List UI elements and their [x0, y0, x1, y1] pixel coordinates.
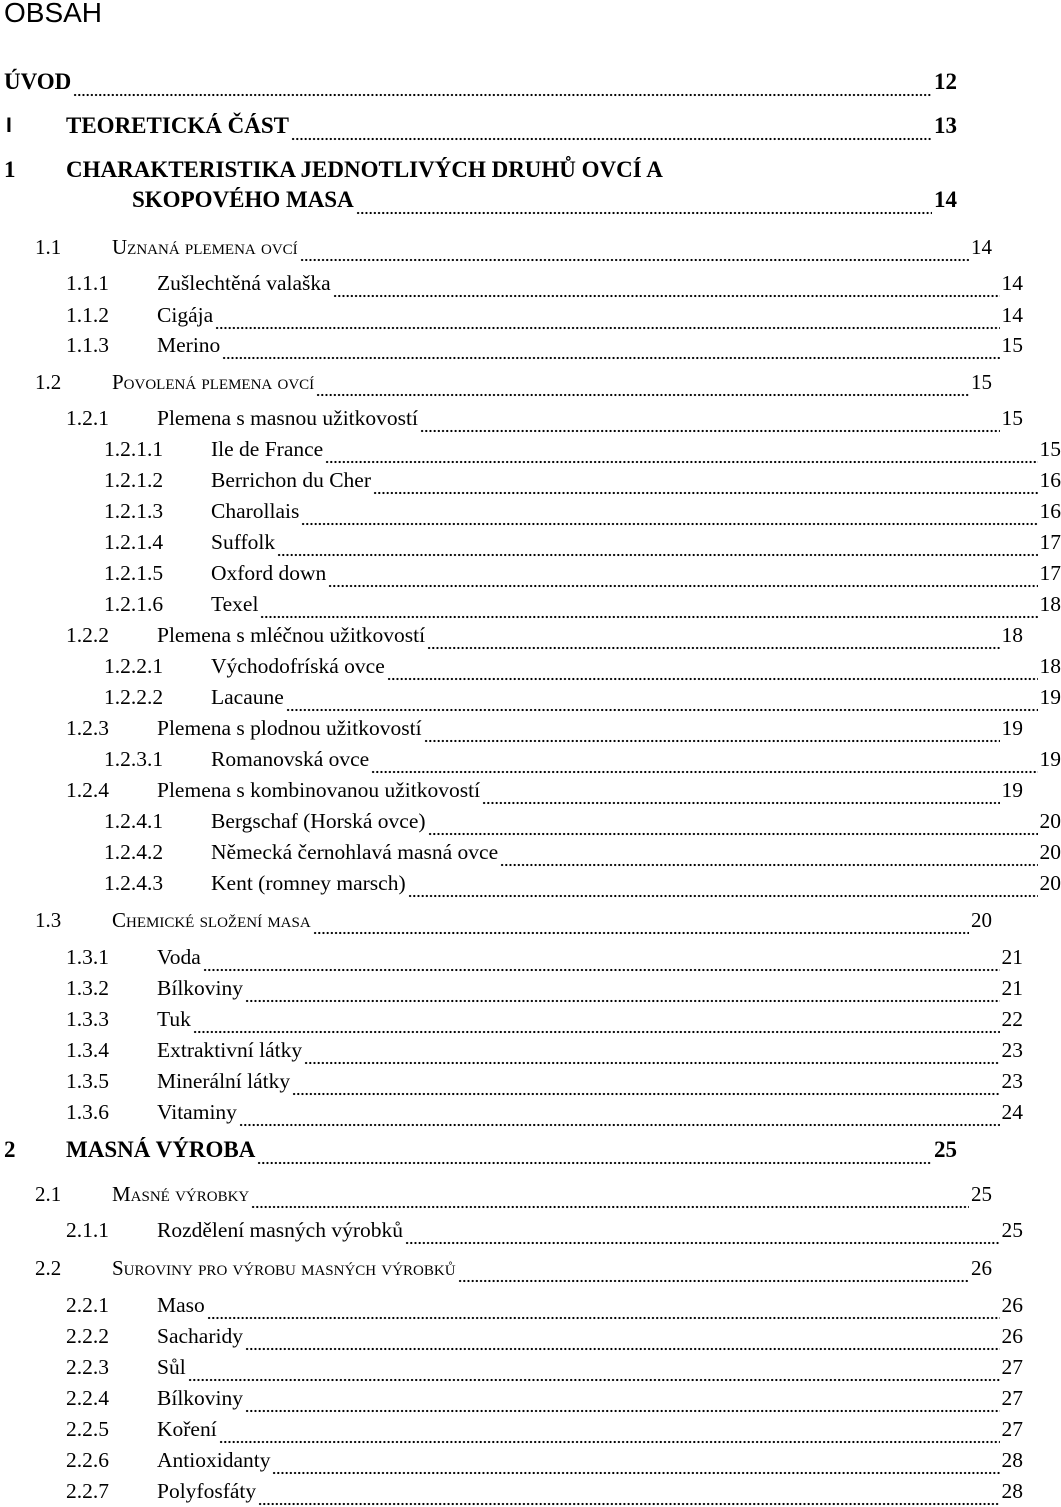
- toc-entry-2-1-1[interactable]: [0, 1215, 1023, 1245]
- toc-entry-chapter-1[interactable]: [0, 155, 957, 215]
- toc-leader-dots: [251, 1188, 969, 1209]
- toc-page-number: 18: [1039, 653, 1061, 678]
- toc-entry-number: 1.2.1.5: [104, 560, 164, 585]
- toc-entry-text: Suffolk: [211, 529, 276, 554]
- toc-page-number: 27: [1001, 1354, 1023, 1379]
- toc-entry-number: 1.1.2: [66, 302, 109, 327]
- toc-entry-2-2-5[interactable]: [0, 1414, 1023, 1444]
- toc-page-number: 27: [1001, 1385, 1023, 1410]
- toc-page-number: 23: [1001, 1068, 1023, 1093]
- toc-entry-number: 1.3.2: [66, 975, 109, 1000]
- toc-entry-text: Charollais: [211, 498, 300, 523]
- toc-entry-number: 1.3.4: [66, 1037, 109, 1062]
- toc-page-number: 20: [1039, 839, 1061, 864]
- toc-page-number: 22: [1001, 1006, 1023, 1031]
- toc-entry-number: 2.1: [35, 1181, 62, 1206]
- toc-entry-text: MASNÁ VÝROBA: [66, 1137, 256, 1162]
- toc-leader-dots: [245, 1392, 999, 1413]
- toc-entry-text: Merino: [157, 332, 221, 357]
- toc-entry-number: 1.1: [35, 234, 62, 259]
- toc-entry-2-2-1[interactable]: [0, 1290, 1023, 1320]
- toc-leader-dots: [245, 1330, 1000, 1351]
- toc-entry-1-3-4[interactable]: [0, 1035, 1023, 1065]
- toc-entry-text: Tuk: [157, 1006, 191, 1031]
- toc-page-number: 26: [971, 1255, 992, 1280]
- toc-leader-dots: [333, 277, 1000, 298]
- toc-leader-dots: [207, 1299, 1000, 1320]
- toc-entry-part-1[interactable]: [0, 111, 957, 141]
- toc-entry-2-2-6[interactable]: [0, 1445, 1023, 1475]
- toc-entry-text: TEORETICKÁ ČÁST: [66, 113, 290, 138]
- toc-entry-1-3[interactable]: [0, 905, 992, 935]
- toc-entry-text: Východofríská ovce: [211, 653, 385, 678]
- toc-entry-2-2-2[interactable]: [0, 1321, 1023, 1351]
- toc-page-number: 15: [1001, 405, 1023, 430]
- toc-page-number: 20: [1039, 870, 1061, 895]
- toc-entry-number: 1.1.3: [66, 332, 109, 357]
- toc-entry-1-2-2-1[interactable]: [0, 651, 1061, 681]
- toc-page-number: 13: [934, 113, 957, 138]
- toc-entry-number: 2.2.3: [66, 1354, 109, 1379]
- toc-entry-text: Vitaminy: [157, 1099, 237, 1124]
- toc-page-number: 19: [1001, 715, 1023, 740]
- toc-entry-1-2-1-4[interactable]: [0, 527, 1061, 557]
- toc-entry-1-1-1[interactable]: [0, 268, 1023, 298]
- toc-entry-uvod[interactable]: [0, 67, 957, 97]
- toc-entry-number: 1.2.1.4: [104, 529, 164, 554]
- toc-entry-text: Zušlechtěná valaška: [157, 270, 331, 295]
- toc-page-number: 19: [1001, 777, 1023, 802]
- toc-leader-dots: [424, 722, 1000, 743]
- toc-leader-dots: [316, 376, 969, 397]
- toc-leader-dots: [500, 846, 1037, 867]
- toc-entry-text: Oxford down: [211, 560, 327, 585]
- toc-entry-text-line2: SKOPOVÉHO MASA: [132, 187, 354, 212]
- toc-page-number: 16: [1039, 498, 1061, 523]
- toc-page-number: 14: [934, 187, 957, 212]
- toc-leader-dots: [304, 1044, 999, 1065]
- toc-entry-1-2-3[interactable]: [0, 713, 1023, 743]
- toc-entry-number: 2.2.6: [66, 1447, 109, 1472]
- toc-entry-number: 1.2.1.2: [104, 467, 164, 492]
- toc-entry-number: 2.1.1: [66, 1217, 109, 1242]
- toc-leader-dots: [292, 1075, 999, 1096]
- toc-entry-1-2-4-1[interactable]: [0, 806, 1061, 836]
- toc-leader-dots: [286, 691, 1038, 712]
- toc-entry-number: 1.2: [35, 369, 62, 394]
- toc-entry-number: 1.2.1.6: [104, 591, 164, 616]
- toc-entry-text: Plemena s masnou užitkovostí: [157, 405, 418, 430]
- toc-entry-text: Cigája: [157, 302, 214, 327]
- toc-entry-1-3-1[interactable]: [0, 942, 1023, 972]
- toc-leader-dots: [427, 629, 999, 650]
- toc-entry-number: 1.3.1: [66, 944, 109, 969]
- toc-entry-text: Lacaune: [211, 684, 284, 709]
- toc-leader-dots: [239, 1106, 1000, 1127]
- toc-leader-dots: [325, 443, 1037, 464]
- toc-entry-number: 1.2.3: [66, 715, 109, 740]
- toc-entry-text: Polyfosfáty: [157, 1478, 257, 1503]
- toc-entry-2-2-3[interactable]: [0, 1352, 1023, 1382]
- toc-page-number: 17: [1039, 529, 1061, 554]
- toc-entry-text: Povolená plemena ovcí: [112, 369, 315, 394]
- toc-entry-1-2-1-3[interactable]: [0, 496, 1061, 526]
- toc-entry-text: Sůl: [157, 1354, 186, 1379]
- toc-leader-dots: [203, 951, 1000, 972]
- toc-entry-number: 1.1.1: [66, 270, 109, 295]
- toc-entry-1-1[interactable]: [0, 232, 992, 262]
- toc-entry-text: Antioxidanty: [157, 1447, 271, 1472]
- toc-page-number: 25: [971, 1181, 992, 1206]
- toc-entry-text: Rozdělení masných výrobků: [157, 1217, 404, 1242]
- toc-entry-2-2[interactable]: [0, 1253, 992, 1283]
- toc-title: OBSAH: [4, 0, 103, 28]
- toc-entry-text: Minerální látky: [157, 1068, 291, 1093]
- toc-leader-dots: [272, 1454, 999, 1475]
- toc-page-number: 28: [1001, 1447, 1023, 1472]
- toc-leader-dots: [219, 1423, 1000, 1444]
- toc-entry-text: Plemena s plodnou užitkovostí: [157, 715, 422, 740]
- toc-leader-dots: [291, 120, 932, 141]
- toc-entry-number: 1: [4, 157, 16, 182]
- toc-leader-dots: [420, 412, 1000, 433]
- toc-leader-dots: [300, 241, 969, 262]
- toc-page-number: 12: [934, 69, 957, 94]
- toc-page-number: 16: [1039, 467, 1061, 492]
- toc-entry-number: 1.3: [35, 907, 62, 932]
- toc-entry-text: Masné výrobky: [112, 1181, 250, 1206]
- toc-entry-1-2-1-6[interactable]: [0, 589, 1061, 619]
- toc-entry-text: Sacharidy: [157, 1323, 243, 1348]
- toc-leader-dots: [482, 784, 999, 805]
- toc-entry-text: Texel: [211, 591, 259, 616]
- toc-entry-1-3-5[interactable]: [0, 1066, 1023, 1096]
- toc-entry-1-3-2[interactable]: [0, 973, 1023, 1003]
- toc-entry-text: Bílkoviny: [157, 975, 244, 1000]
- toc-leader-dots: [313, 914, 969, 935]
- toc-leader-dots: [222, 339, 999, 360]
- toc-leader-dots: [260, 598, 1037, 619]
- toc-leader-dots: [387, 660, 1038, 681]
- toc-page-number: 26: [1001, 1292, 1023, 1317]
- toc-leader-dots: [356, 194, 932, 215]
- toc-entry-number: 1.2.2.1: [104, 653, 164, 678]
- toc-entry-2-1[interactable]: [0, 1179, 992, 1209]
- toc-entry-1-2-4-2[interactable]: [0, 837, 1061, 867]
- toc-entry-number: 1.3.3: [66, 1006, 109, 1031]
- toc-leader-dots: [301, 505, 1037, 526]
- toc-entry-number: 1.2.1.3: [104, 498, 164, 523]
- toc-page-number: 20: [1039, 808, 1061, 833]
- toc-entry-1-1-2[interactable]: [0, 300, 1023, 330]
- toc-leader-dots: [215, 309, 999, 330]
- toc-entry-number: 1.2.2.2: [104, 684, 164, 709]
- toc-entry-number: 2.2.7: [66, 1478, 109, 1503]
- toc-entry-2-2-7[interactable]: [0, 1476, 1023, 1506]
- toc-entry-1-2-1-5[interactable]: [0, 558, 1061, 588]
- toc-page-number: 14: [1001, 270, 1023, 295]
- toc-entry-1-2-2-2[interactable]: [0, 682, 1061, 712]
- toc-entry-text: Koření: [157, 1416, 217, 1441]
- toc-entry-number: 1.2.4.3: [104, 870, 164, 895]
- toc-leader-dots: [257, 1144, 932, 1165]
- toc-entry-1-1-3[interactable]: [0, 330, 1023, 360]
- toc-leader-dots: [458, 1262, 969, 1283]
- toc-leader-dots: [277, 536, 1037, 557]
- toc-entry-text: Plemena s kombinovanou užitkovostí: [157, 777, 481, 802]
- toc-page-number: 21: [1001, 975, 1023, 1000]
- toc-leader-dots: [373, 474, 1037, 495]
- toc-entry-text: Voda: [157, 944, 201, 969]
- toc-entry-1-3-6[interactable]: [0, 1097, 1023, 1127]
- toc-entry-2-2-4[interactable]: [0, 1383, 1023, 1413]
- toc-entry-1-2-1-1[interactable]: [0, 434, 1061, 464]
- toc-entry-number: 1.2.4.1: [104, 808, 164, 833]
- toc-entry-1-2-3-1[interactable]: [0, 744, 1061, 774]
- toc-entry-number: 1.2.4.2: [104, 839, 164, 864]
- toc-leader-dots: [428, 815, 1038, 836]
- toc-entry-1-2-4-3[interactable]: [0, 868, 1061, 898]
- toc-page-number: 17: [1039, 560, 1061, 585]
- toc-page-number: 18: [1039, 591, 1061, 616]
- toc-page-number: 25: [934, 1137, 957, 1162]
- toc-page-number: 18: [1001, 622, 1023, 647]
- toc-entry-text: Bergschaf (Horská ovce): [211, 808, 426, 833]
- toc-entry-number: 1.2.2: [66, 622, 109, 647]
- toc-entry-text: Kent (romney marsch): [211, 870, 406, 895]
- toc-entry-number: 2.2: [35, 1255, 62, 1280]
- toc-entry-text: Maso: [157, 1292, 205, 1317]
- toc-entry-number: 1.3.5: [66, 1068, 109, 1093]
- toc-entry-number: I: [6, 114, 12, 137]
- toc-entry-number: 1.3.6: [66, 1099, 109, 1124]
- toc-entry-text: Extraktivní látky: [157, 1037, 303, 1062]
- toc-entry-1-3-3[interactable]: [0, 1004, 1023, 1034]
- toc-entry-number: 1.2.3.1: [104, 746, 164, 771]
- toc-entry-text: Uznaná plemena ovcí: [112, 234, 298, 259]
- toc-leader-dots: [408, 877, 1038, 898]
- toc-page-number: 14: [1001, 302, 1023, 327]
- toc-entry-1-2-1[interactable]: [0, 403, 1023, 433]
- toc-entry-number: 1.2.4: [66, 777, 109, 802]
- toc-entry-number: 2.2.5: [66, 1416, 109, 1441]
- toc-entry-text: Německá černohlavá masná ovce: [211, 839, 499, 864]
- toc-entry-text-line1: CHARAKTERISTIKA JEDNOTLIVÝCH DRUHŮ OVCÍ A: [66, 157, 663, 182]
- toc-entry-chapter-2[interactable]: [0, 1135, 957, 1165]
- toc-entry-text: Romanovská ovce: [211, 746, 370, 771]
- toc-page-number: 20: [971, 907, 992, 932]
- toc-page-number: 19: [1039, 746, 1061, 771]
- toc-leader-dots: [188, 1361, 1000, 1382]
- toc-entry-1-2[interactable]: [0, 367, 992, 397]
- toc-leader-dots: [405, 1224, 999, 1245]
- toc-leader-dots: [258, 1485, 999, 1506]
- toc-leader-dots: [245, 982, 999, 1003]
- toc-leader-dots: [193, 1013, 1000, 1034]
- toc-entry-text: Chemické složení masa: [112, 907, 311, 932]
- toc-page-number: 14: [971, 234, 992, 259]
- toc-entry-number: 2.2.4: [66, 1385, 109, 1410]
- toc-page-number: 27: [1001, 1416, 1023, 1441]
- toc-page-number: 15: [1039, 436, 1061, 461]
- toc-page-number: 19: [1039, 684, 1061, 709]
- toc-leader-dots: [371, 753, 1037, 774]
- toc-entry-number: 2: [4, 1137, 16, 1162]
- toc-entry-text: ÚVOD: [4, 69, 72, 94]
- toc-entry-text: Berrichon du Cher: [211, 467, 372, 492]
- toc-page-number: 24: [1001, 1099, 1023, 1124]
- toc-entry-1-2-1-2[interactable]: [0, 465, 1061, 495]
- toc-page-number: 15: [971, 369, 992, 394]
- toc-entry-text: Bílkoviny: [157, 1385, 244, 1410]
- toc-page-number: 21: [1001, 944, 1023, 969]
- toc-entry-text: Ile de France: [211, 436, 324, 461]
- toc-page-number: 23: [1001, 1037, 1023, 1062]
- toc-entry-number: 2.2.2: [66, 1323, 109, 1348]
- toc-page-number: 26: [1001, 1323, 1023, 1348]
- toc-entry-text: Suroviny pro výrobu masných výrobků: [112, 1255, 456, 1280]
- toc-leader-dots: [73, 76, 932, 97]
- toc-leader-dots: [328, 567, 1037, 588]
- toc-entry-number: 1.2.1: [66, 405, 109, 430]
- toc-page-number: 28: [1001, 1478, 1023, 1503]
- toc-page-number: 15: [1001, 332, 1023, 357]
- toc-entry-text: Plemena s mléčnou užitkovostí: [157, 622, 426, 647]
- toc-entry-1-2-4[interactable]: [0, 775, 1023, 805]
- toc-entry-1-2-2[interactable]: [0, 620, 1023, 650]
- toc-entry-number: 2.2.1: [66, 1292, 109, 1317]
- toc-page-number: 25: [1001, 1217, 1023, 1242]
- toc-entry-number: 1.2.1.1: [104, 436, 164, 461]
